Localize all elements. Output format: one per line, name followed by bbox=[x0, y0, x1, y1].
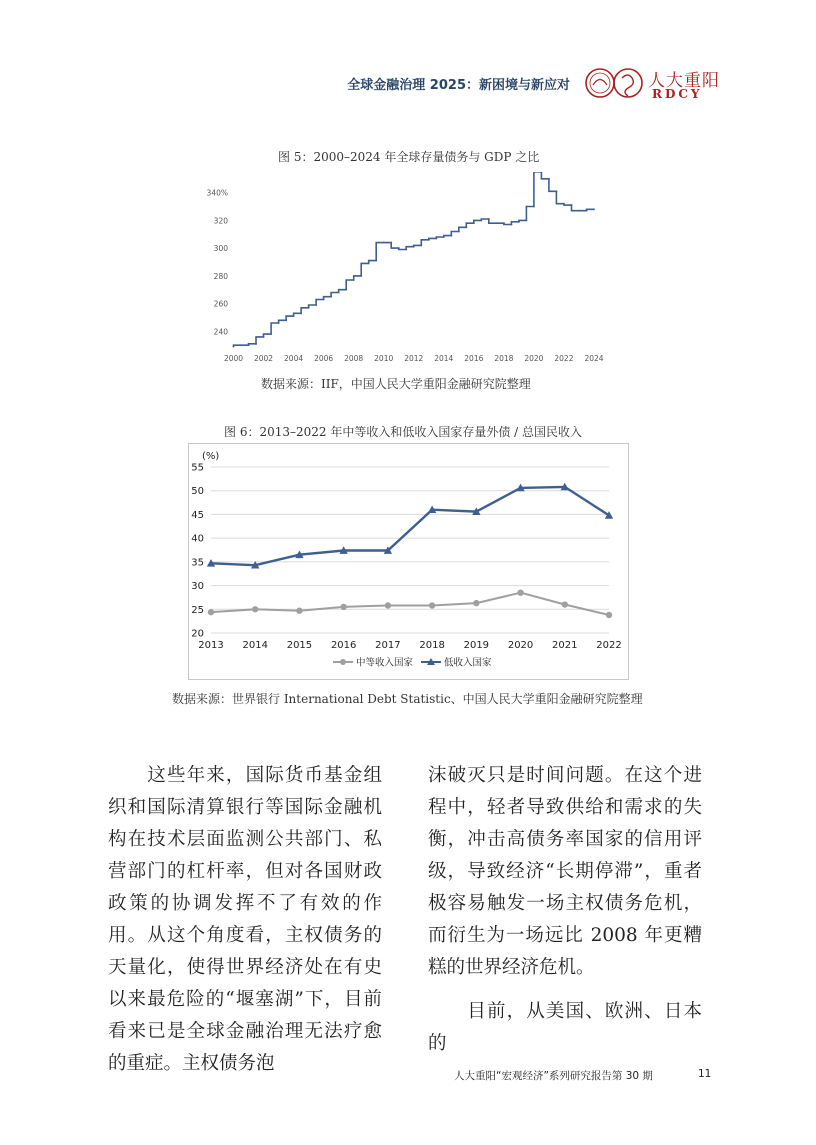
x-tick-label: 2014 bbox=[242, 640, 268, 651]
data-point bbox=[405, 249, 407, 251]
data-point bbox=[586, 210, 588, 212]
figure5-caption: 图 5：2000–2024 年全球存量债务与 GDP 之比 bbox=[278, 150, 540, 164]
data-point bbox=[345, 289, 347, 291]
data-point bbox=[450, 235, 452, 237]
x-tick-label: 2002 bbox=[253, 354, 274, 363]
body-paragraph-1-continued: 沫破灭只是时间问题。在这个进程中，轻者导致供给和需求的失衡，冲击高债务率国家的信用评级，导致经济“长期停滞”，重者极容易触发一场主权债务危机，而衍生为一场远比 2008 年更糟糕的世界经济危机。 bbox=[428, 765, 702, 978]
data-point bbox=[240, 344, 242, 346]
data-point bbox=[503, 222, 505, 224]
data-point bbox=[480, 219, 482, 221]
data-point bbox=[495, 222, 497, 224]
y-tick-label: 240 bbox=[213, 327, 228, 337]
x-tick-label: 2018 bbox=[419, 640, 445, 651]
data-point bbox=[375, 260, 377, 262]
body-right-column bbox=[428, 760, 702, 1060]
y-tick-label: 340% bbox=[206, 188, 228, 198]
figure5-chart bbox=[198, 172, 610, 367]
x-tick-label: 2019 bbox=[463, 640, 490, 651]
data-point bbox=[429, 602, 435, 608]
data-point bbox=[548, 178, 550, 180]
x-tick-label: 2004 bbox=[284, 354, 304, 363]
x-tick-label: 2016 bbox=[330, 640, 357, 651]
x-tick-label: 2015 bbox=[286, 640, 313, 651]
report-header-title: 全球金融治理 2025：新困境与新应对 bbox=[347, 78, 570, 93]
x-tick-label: 2016 bbox=[464, 354, 484, 363]
x-tick-label: 2022 bbox=[554, 354, 574, 363]
logo-english-text: RDCY bbox=[652, 87, 703, 101]
page-number: 11 bbox=[698, 1068, 712, 1080]
data-point bbox=[518, 221, 520, 223]
x-tick-label: 2014 bbox=[434, 354, 454, 363]
x-tick-label: 2017 bbox=[375, 640, 401, 651]
data-point bbox=[293, 315, 295, 317]
figure6-chart bbox=[188, 443, 629, 680]
footer-series-label: 人大重阳“宏观经济”系列研究报告第 30 期 bbox=[454, 1070, 653, 1082]
data-point bbox=[473, 600, 479, 606]
data-point bbox=[300, 312, 302, 314]
data-point bbox=[526, 219, 528, 221]
data-point bbox=[263, 336, 265, 338]
legend-label: 低收入国家 bbox=[444, 657, 492, 669]
data-point bbox=[308, 307, 310, 309]
data-point bbox=[533, 206, 535, 208]
data-point bbox=[390, 242, 392, 244]
y-tick-label: 40 bbox=[191, 533, 204, 545]
data-point bbox=[563, 203, 565, 205]
data-point bbox=[473, 222, 475, 224]
debt-to-gdp-series-line bbox=[234, 172, 595, 347]
y-tick-label: 35 bbox=[191, 557, 204, 569]
data-point bbox=[556, 190, 558, 192]
y-tick-label: 55 bbox=[191, 462, 204, 474]
figure6-source: 数据来源：世界银行 International Debt Statistic、中国人民大学重阳金融研究院整理 bbox=[172, 692, 643, 706]
data-point bbox=[296, 608, 302, 614]
data-point bbox=[233, 346, 235, 348]
data-point bbox=[413, 246, 415, 248]
data-point bbox=[323, 299, 325, 301]
data-point bbox=[578, 210, 580, 212]
y-tick-label: 280 bbox=[213, 271, 228, 281]
data-point bbox=[270, 333, 272, 335]
data-point bbox=[606, 612, 612, 618]
data-point bbox=[248, 344, 250, 346]
data-point bbox=[338, 292, 340, 294]
y-tick-label: 260 bbox=[213, 299, 228, 309]
data-point bbox=[458, 231, 460, 233]
data-point bbox=[278, 322, 280, 324]
data-point bbox=[208, 609, 214, 615]
data-point bbox=[398, 247, 400, 249]
data-point bbox=[285, 319, 287, 321]
data-point bbox=[443, 236, 445, 238]
data-point bbox=[368, 262, 370, 264]
x-tick-label: 2020 bbox=[507, 640, 534, 651]
y-tick-label: 25 bbox=[191, 604, 204, 616]
figure6-caption: 图 6：2013–2022 年中等收入和低收入国家存量外债 / 总国民收入 bbox=[224, 425, 583, 439]
data-point bbox=[420, 244, 422, 246]
x-tick-label: 2006 bbox=[314, 354, 334, 363]
data-point bbox=[571, 204, 573, 206]
x-tick-label: 2018 bbox=[494, 354, 514, 363]
data-point bbox=[340, 604, 346, 610]
figure5-source: 数据来源：IIF，中国人民大学重阳金融研究院整理 bbox=[261, 377, 531, 391]
y-tick-label: 20 bbox=[191, 628, 204, 640]
y-tick-label: 45 bbox=[191, 509, 204, 521]
data-point bbox=[315, 304, 317, 306]
data-point bbox=[517, 589, 523, 595]
x-tick-label: 2008 bbox=[344, 354, 364, 363]
data-point bbox=[428, 239, 430, 241]
x-tick-label: 2000 bbox=[223, 354, 244, 363]
data-point bbox=[353, 279, 355, 281]
x-tick-label: 2020 bbox=[524, 354, 544, 363]
data-point bbox=[385, 602, 391, 608]
data-point bbox=[360, 275, 362, 277]
logo-chinese-text: 人大重阳 bbox=[648, 71, 720, 91]
y-tick-label: 300 bbox=[213, 244, 228, 254]
x-tick-label: 2012 bbox=[404, 354, 424, 363]
legend-label: 中等收入国家 bbox=[356, 657, 414, 669]
y-tick-label: 50 bbox=[191, 486, 204, 498]
body-paragraph-2: 目前，从美国、欧洲、日本的 bbox=[428, 1001, 702, 1054]
x-tick-label: 2021 bbox=[552, 640, 578, 651]
legend-swatch-marker bbox=[340, 659, 346, 665]
y-tick-label: 320 bbox=[213, 216, 228, 226]
data-point bbox=[252, 606, 258, 612]
data-point bbox=[383, 242, 385, 244]
data-point bbox=[593, 208, 595, 210]
x-tick-label: 2010 bbox=[374, 354, 394, 363]
body-left-column bbox=[108, 760, 382, 1080]
body-paragraph-1: 这些年来，国际货币基金组织和国际清算银行等国际金融机构在技术层面监测公共部门、私营部门的杠杆率，但对各国财政政策的协调发挥不了有效的作用。从这个角度看，主权债务的天量化，使得世界经济处在有史以来最危险的“堰塞湖”下，目前看来已是全球金融治理无法疗愈的重症。主权债务泡 bbox=[108, 765, 382, 1074]
data-point bbox=[330, 296, 332, 298]
x-tick-label: 2013 bbox=[198, 640, 224, 651]
y-axis-unit-label: (%) bbox=[202, 451, 220, 462]
data-point bbox=[255, 343, 257, 345]
data-point bbox=[488, 218, 490, 220]
data-point bbox=[435, 238, 437, 240]
x-tick-label: 2022 bbox=[596, 640, 622, 651]
data-point bbox=[465, 226, 467, 228]
x-tick-label: 2024 bbox=[584, 354, 604, 363]
data-point bbox=[510, 224, 512, 226]
y-tick-label: 30 bbox=[191, 581, 204, 593]
data-point bbox=[562, 601, 568, 607]
